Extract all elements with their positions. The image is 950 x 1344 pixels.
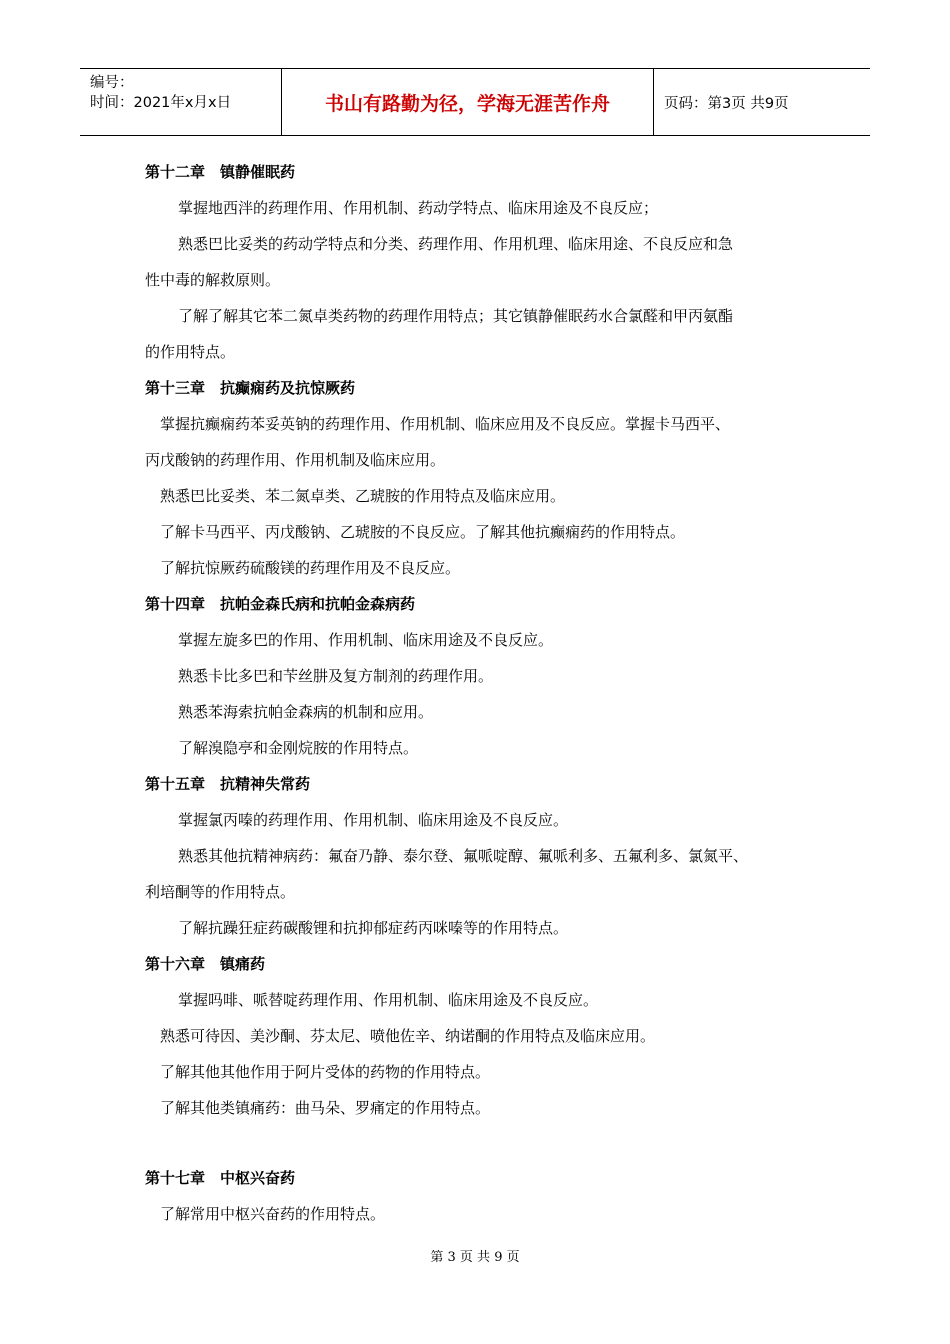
paragraph-line: 熟悉其他抗精神病药：氟奋乃静、泰尔登、氟哌啶醇、氟哌利多、五氟利多、氯氮平、 xyxy=(178,847,749,865)
paragraph-line: 了解抗躁狂症药碳酸锂和抗抑郁症药丙咪嗪等的作用特点。 xyxy=(178,919,569,937)
header-page-info: 页码：第3页 共9页 xyxy=(664,95,789,112)
paragraph-line: 了解卡马西平、丙戊酸钠、乙琥胺的不良反应。了解其他抗癫痫药的作用特点。 xyxy=(160,523,686,541)
paragraph-line: 了解了解其它苯二氮卓类药物的药理作用特点；其它镇静催眠药水合氯醛和甲丙氨酯 xyxy=(178,307,734,325)
chapter-heading: 第十四章 抗帕金森氏病和抗帕金森病药 xyxy=(145,595,416,613)
header-time-label: 时间：2021年x月x日 xyxy=(90,95,232,111)
paragraph-line: 熟悉巴比妥类的药动学特点和分类、药理作用、作用机理、临床用途、不良反应和急 xyxy=(178,235,734,253)
paragraph-line: 的作用特点。 xyxy=(145,343,236,361)
paragraph-line: 掌握吗啡、哌替啶药理作用、作用机制、临床用途及不良反应。 xyxy=(178,991,599,1009)
chapter-heading: 第十六章 镇痛药 xyxy=(145,955,266,973)
header-number-label: 编号： xyxy=(90,75,134,91)
paragraph-line: 了解其他类镇痛药：曲马朵、罗痛定的作用特点。 xyxy=(160,1099,491,1117)
paragraph-line: 掌握左旋多巴的作用、作用机制、临床用途及不良反应。 xyxy=(178,631,554,649)
paragraph-line: 丙戊酸钠的药理作用、作用机制及临床应用。 xyxy=(145,451,446,469)
header-meta xyxy=(80,69,282,135)
header-motto: 书山有路勤为径，学海无涯苦作舟 xyxy=(282,69,654,135)
page-footer: 第 3 页 共 9 页 xyxy=(430,1250,520,1265)
chapter-heading: 第十三章 抗癫痫药及抗惊厥药 xyxy=(145,379,356,397)
paragraph-line: 掌握氯丙嗪的药理作用、作用机制、临床用途及不良反应。 xyxy=(178,811,569,829)
chapter-heading: 第十五章 抗精神失常药 xyxy=(145,775,311,793)
chapter-heading: 第十二章 镇静催眠药 xyxy=(145,163,296,181)
paragraph-line: 了解溴隐亭和金刚烷胺的作用特点。 xyxy=(178,739,419,757)
paragraph-line: 了解常用中枢兴奋药的作用特点。 xyxy=(160,1205,386,1223)
section-gap xyxy=(145,1126,825,1160)
paragraph-line: 性中毒的解救原则。 xyxy=(145,271,281,289)
paragraph-line: 熟悉巴比妥类、苯二氮卓类、乙琥胺的作用特点及临床应用。 xyxy=(160,487,566,505)
paragraph-line: 掌握抗癫痫药苯妥英钠的药理作用、作用机制、临床应用及不良反应。掌握卡马西平、 xyxy=(160,415,731,433)
paragraph-line: 熟悉卡比多巴和苄丝肼及复方制剂的药理作用。 xyxy=(178,667,494,685)
paragraph-line: 掌握地西泮的药理作用、作用机制、药动学特点、临床用途及不良反应； xyxy=(178,199,659,217)
paragraph-line: 熟悉苯海索抗帕金森病的机制和应用。 xyxy=(178,703,434,721)
paragraph-line: 了解抗惊厥药硫酸镁的药理作用及不良反应。 xyxy=(160,559,461,577)
paragraph-line: 熟悉可待因、美沙酮、芬太尼、喷他佐辛、纳诺酮的作用特点及临床应用。 xyxy=(160,1027,656,1045)
document-body xyxy=(145,154,825,1232)
paragraph-line: 了解其他其他作用于阿片受体的药物的作用特点。 xyxy=(160,1063,491,1081)
chapter-heading: 第十七章 中枢兴奋药 xyxy=(145,1169,296,1187)
paragraph-line: 利培酮等的作用特点。 xyxy=(145,883,296,901)
page-header xyxy=(80,68,870,136)
